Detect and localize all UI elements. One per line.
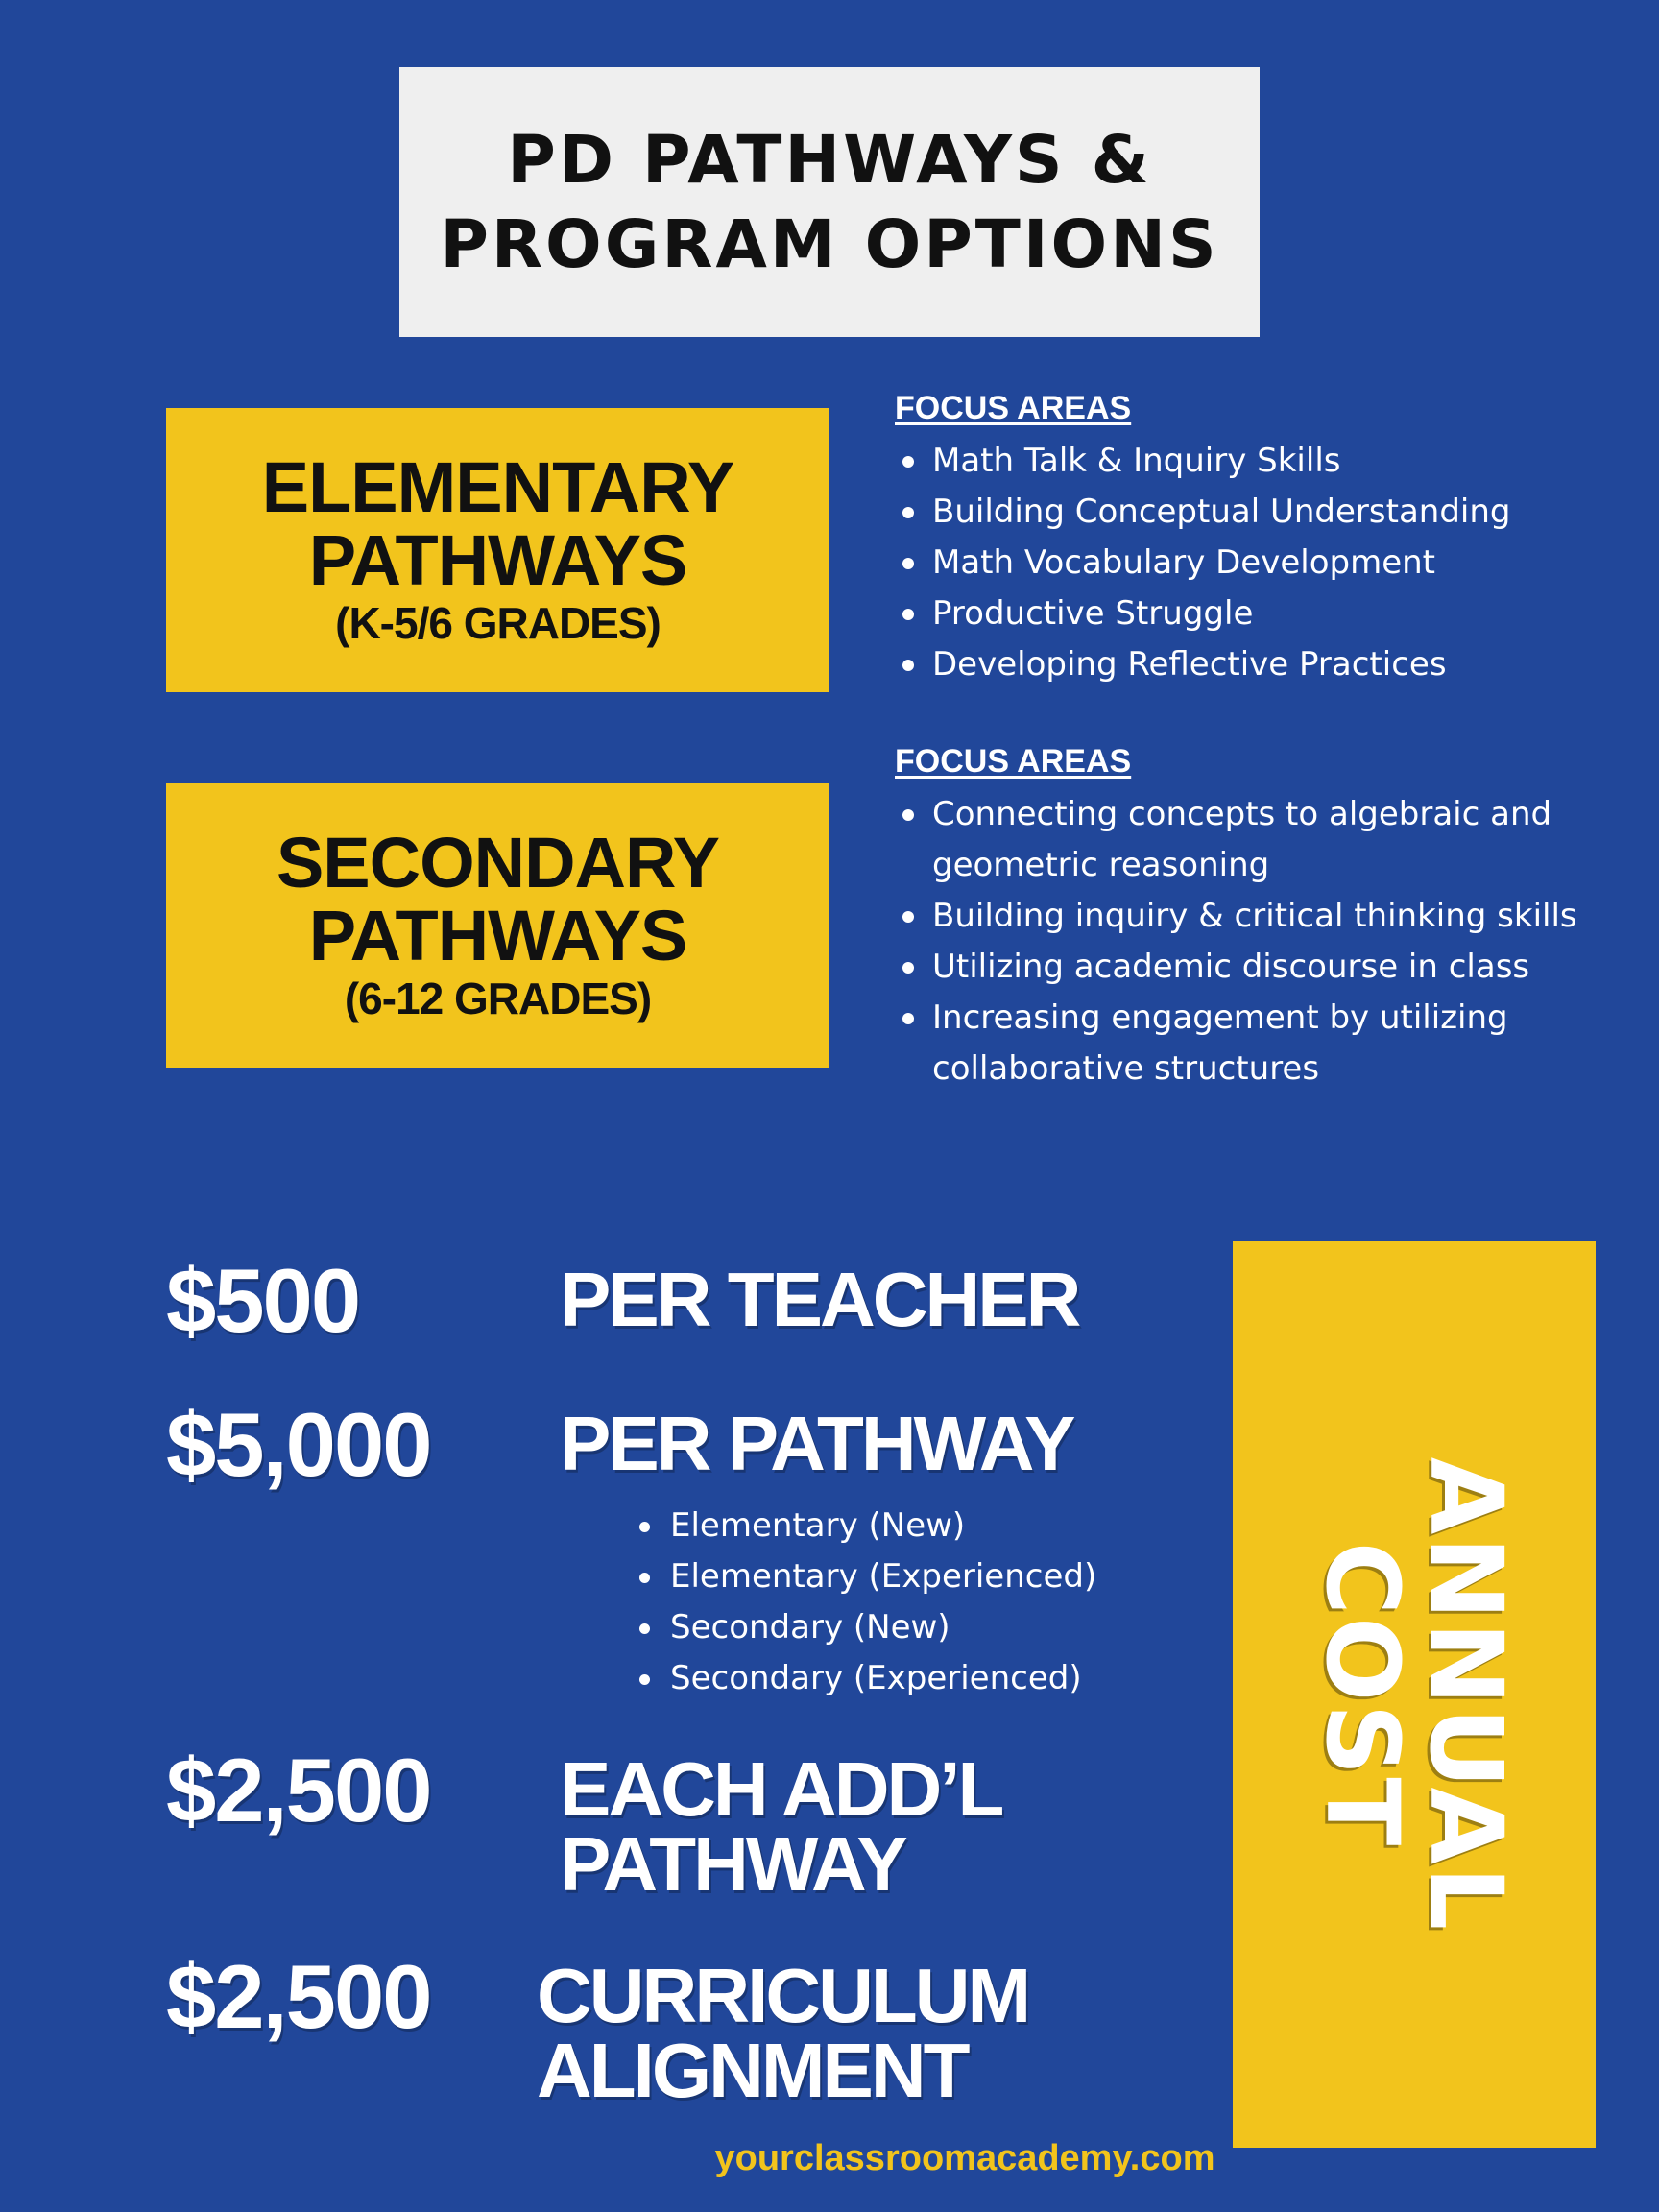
price-value: $5,000 xyxy=(166,1394,431,1495)
secondary-focus-heading: FOCUS AREAS xyxy=(895,743,1132,780)
focus-item: Building inquiry & critical thinking skills xyxy=(895,891,1624,942)
pathway-option: Secondary (New) xyxy=(634,1602,1096,1653)
annual-cost-line-2: COST xyxy=(1304,1541,1421,1848)
price-label-line-1: PER TEACHER xyxy=(560,1257,1079,1342)
secondary-name-line-1: SECONDARY xyxy=(276,823,720,902)
elementary-name-line-2: PATHWAYS xyxy=(308,520,687,600)
focus-item-line-1: Connecting concepts to algebraic and xyxy=(932,795,1552,833)
price-label xyxy=(537,1949,1029,2113)
price-value: $500 xyxy=(166,1250,360,1351)
price-value: $2,500 xyxy=(166,1740,431,1840)
focus-item xyxy=(895,789,1624,891)
price-label xyxy=(560,1397,1073,1493)
elementary-focus-areas xyxy=(895,384,1624,690)
secondary-grades: (6-12 GRADES) xyxy=(344,974,652,1023)
title-box xyxy=(399,67,1260,337)
pathway-option: Elementary (Experienced) xyxy=(634,1551,1096,1602)
secondary-pathways-box xyxy=(166,783,830,1068)
secondary-name-line-2: PATHWAYS xyxy=(308,896,687,975)
focus-item: Developing Reflective Practices xyxy=(895,639,1624,690)
website-footer: yourclassroomacademy.com xyxy=(714,2138,1215,2178)
elementary-pathways-box xyxy=(166,408,830,692)
secondary-focus-areas xyxy=(895,737,1624,1094)
price-row-additional-pathway xyxy=(166,1740,1002,1907)
focus-item: Math Vocabulary Development xyxy=(895,538,1624,589)
focus-item-line-2: collaborative structures xyxy=(932,1049,1320,1088)
elementary-focus-heading: FOCUS AREAS xyxy=(895,390,1132,426)
focus-item: Productive Struggle xyxy=(895,589,1624,639)
annual-cost-box xyxy=(1233,1241,1596,2148)
price-label-line-1: EACH ADD’L xyxy=(560,1746,1002,1832)
pathway-options-list xyxy=(634,1501,1096,1704)
price-label-line-2: ALIGNMENT xyxy=(537,2028,968,2113)
focus-item xyxy=(895,993,1624,1094)
elementary-name-line-1: ELEMENTARY xyxy=(261,447,734,527)
page-title-line-2: PROGRAM OPTIONS xyxy=(440,205,1219,283)
price-label xyxy=(560,1253,1078,1349)
focus-item: Utilizing academic discourse in class xyxy=(895,942,1624,993)
price-label xyxy=(560,1743,1002,1907)
focus-item: Math Talk & Inquiry Skills xyxy=(895,436,1624,487)
price-label-line-1: PER PATHWAY xyxy=(560,1401,1073,1486)
price-row-per-teacher xyxy=(166,1250,1079,1351)
pathway-option: Secondary (Experienced) xyxy=(634,1653,1096,1704)
pathway-option: Elementary (New) xyxy=(634,1501,1096,1551)
price-row-curriculum-alignment xyxy=(166,1946,1029,2113)
price-row-per-pathway xyxy=(166,1394,1073,1495)
price-label-line-2: PATHWAY xyxy=(560,1821,905,1907)
annual-cost-line-1: ANNUAL xyxy=(1407,1456,1525,1933)
elementary-grades: (K-5/6 GRADES) xyxy=(335,598,661,648)
secondary-focus-list xyxy=(895,789,1624,1094)
page-title-line-1: PD PATHWAYS & xyxy=(507,121,1152,199)
focus-item-line-1: Increasing engagement by utilizing xyxy=(932,998,1508,1037)
annual-cost-label xyxy=(1304,1456,1525,1933)
price-label-line-1: CURRICULUM xyxy=(537,1953,1029,2038)
elementary-focus-list xyxy=(895,436,1624,690)
focus-item: Building Conceptual Understanding xyxy=(895,487,1624,538)
price-value: $2,500 xyxy=(166,1946,431,2047)
focus-item-line-2: geometric reasoning xyxy=(932,846,1270,884)
